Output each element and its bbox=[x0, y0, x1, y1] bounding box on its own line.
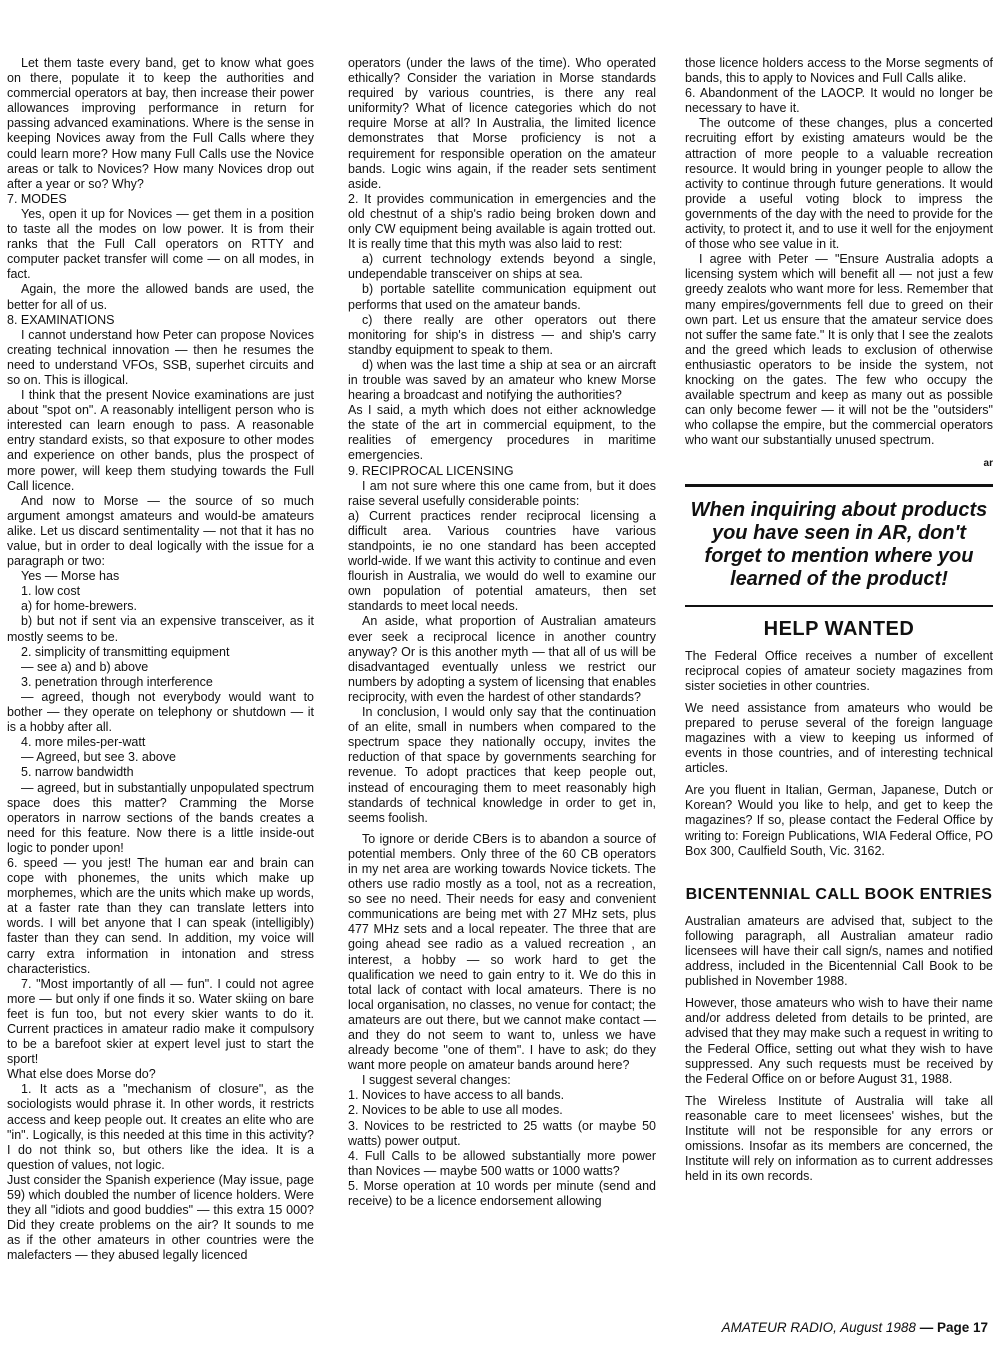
article-paragraph: Let them taste every band, get to know what goes on there, populate it to keep the authorities and commercial operators at bay, then increase their power allowances improving performance in return for passing advanced examinations. Where is the sense in keeping Novices away from the Full Calls where they could learn more? How many Full Calls use the Novice areas or talk to Novices? How many Novices drop out after a year or so? Why? bbox=[7, 56, 314, 191]
article-paragraph: operators (under the laws of the time). Who operated ethically? Consider the variation in Morse standards required by various countries, is there any real uniformity? What of licence categories which do not require Morse at all? In Australia, the limited licence demonstrates that Morse proficiency is not a requirement for responsible operation on the amateur bands. Logic wins again, if the reader sets sentiment aside. bbox=[348, 56, 656, 191]
article-paragraph: Yes, open it up for Novices — get them in a position to taste all the modes on low power. It is from their ranks that the Full Call operators on RTTY and computer packet transfer will come — on all modes, in fact. bbox=[7, 206, 314, 282]
page-number: — Page 17 bbox=[919, 1320, 988, 1335]
column-3 bbox=[685, 56, 993, 1184]
help-paragraph: We need assistance from amateurs who would be prepared to peruse several of the foreign language magazines with a view to keeping us informed of events in those countries, and of interesting technical articles. bbox=[685, 700, 993, 776]
article-paragraph: a) current technology extends beyond a single, undependable transceiver on ships at sea. bbox=[348, 252, 656, 282]
article-paragraph: As I said, a myth which does not either acknowledge the state of the art in commercial equipment, to the realities of emergency procedures in maritime emergencies. bbox=[348, 403, 656, 463]
article-paragraph: I agree with Peter — "Ensure Australia adopts a licensing system which will benefit all — not just a few greedy zealots who want more for less. Remember that many empires/governments fell due to greed on their own part. Let us ensure that the amateur service does not suffer the same fate." It is only that I see the zealots and the greed which leads to exclusion of otherwise enthusiastic operators to be inside the system, not knocking on the gates. The few who occupy the available spectrum and keep as many out as possible can only become fewer — it will not be the "outsiders" who collapse the empire, but the commercial operators who want our substantially unused spectrum. bbox=[685, 252, 993, 448]
article-paragraph: b) but not if sent via an expensive transceiver, as it mostly seems to be. bbox=[7, 614, 314, 644]
article-paragraph: 9. RECIPROCAL LICENSING bbox=[348, 463, 514, 478]
article-paragraph: those licence holders access to the Morse segments of bands, this to apply to Novices and Full Calls alike. bbox=[685, 56, 993, 86]
article-paragraph: b) portable satellite communication equipment out performs that used on the amateur bands. bbox=[348, 282, 656, 312]
article-paragraph: To ignore or deride CBers is to abandon a source of potential members. Only three of the 60 CB operators in my net area are working towards Novice tickets. The others use radio mostly as a tool, not as a recreation, so see no need. Their needs for easy and convenient communications are being met with 27 MHz sets, plus 477 MHz sets and a local repeater. The three that are going ahead see radio as a valued recreation , an interest, a hobby — so work hard to get the qualification we need to gain entry to it. We do this in total lack of contact with local amateurs. There is no local organisation, no classes, no venue for contact; the amateurs are out there, but we cannot make contact — and they do not seem to want to, unless we have already become "one of them". I have to ask; do they want more people on amateur bands around here? bbox=[348, 831, 656, 1073]
article-paragraph: 6. Abandonment of the LAOCP. It would no longer be necessary to have it. bbox=[685, 86, 993, 116]
article-paragraph: 3. Novices to be restricted to 25 watts (or maybe 50 watts) power output. bbox=[348, 1118, 656, 1148]
article-paragraph: 7. "Most importantly of all — fun". I could not agree more — but only if one finds it so. Water skiing on bare feet is fun too, but not every skier wants to do it. Current practices in amateur radio make it compulsory to be a barefoot skier at expert level just to start the sport! bbox=[7, 976, 314, 1067]
article-paragraph: In conclusion, I would only say that the continuation of an elite, small in numbers when compared to the spectrum space they nationally occupy, invites the reduction of that space by governments searching for revenue. To adopt practices that keep people out, instead of encouraging them to meet reasonably high standards of technical knowledge in order to get in, seems foolish. bbox=[348, 705, 656, 825]
article-paragraph: I think that the present Novice examinations are just about "spot on". A reasonably intelligent person who is interested can learn enough to pass. A reasonable entry standard exists, so that exposure to other modes and experience on other bands, plus the prospect of more power, will keep them studying towards the Full Call licence. bbox=[7, 388, 314, 493]
help-paragraph: The Federal Office receives a number of excellent reciprocal copies of amateur society magazines from sister societies in other countries. bbox=[685, 648, 993, 693]
article-paragraph: a) for home-brewers. bbox=[21, 599, 138, 614]
article-paragraph: 2. It provides communication in emergencies and the old chestnut of a ship's radio being broken down and only CW equipment being available is again trotted out. It is really time that this myth was also laid to rest: bbox=[348, 191, 656, 252]
page-footer bbox=[722, 1320, 988, 1335]
column-2 bbox=[348, 56, 656, 1209]
article-paragraph: I cannot understand how Peter can propose Novices creating technical innovation — then he resumes the need to understand VFOs, SSB, superhet circuits and so on. This is illogical. bbox=[7, 327, 314, 387]
article-paragraph: d) when was the last time a ship at sea or an aircraft in trouble was saved by an amateur who knew Morse hearing a broadcast and notifying the authorities? bbox=[348, 357, 656, 403]
promo-notice: When inquiring about products you have seen in AR, don't forget to mention where you learned of the product! bbox=[690, 498, 988, 590]
article-paragraph: 1. It acts as a "mechanism of closure", as the sociologists would phrase it. In other words, it restricts access and keep people out. It creates an elite who are "in". Logically, is this needed at this time in this activity? I do not think so, but others like the idea. It is a question of values, not logic. bbox=[7, 1082, 314, 1172]
article-paragraph: c) there really are other operators out there monitoring for ship's in distress — and ship's carry standby equipment to speak to them. bbox=[348, 312, 656, 357]
article-paragraph: An aside, what proportion of Australian amateurs ever seek a reciprocal licence in another country anyway? Or is this another myth — that all of us will be disadvantaged eventually unless we restrict our numbers by adopting a system of licensing that enables reciprocity, with even the hardest of other standards? bbox=[348, 614, 656, 704]
bicentennial-paragraph: However, those amateurs who wish to have their name and/or address deleted from details to be printed, are advised that they may make such a request in writing to the Federal Office, setting out what they wish to have suppressed. Any such requests must be received by the Federal Office on or before August 31, 1988. bbox=[685, 996, 993, 1086]
bicentennial-title: BICENTENNIAL CALL BOOK ENTRIES bbox=[685, 885, 993, 903]
end-mark: ar bbox=[983, 458, 993, 470]
article-paragraph: — agreed, though not everybody would want to bother — they operate on telephony or shutdown — it is a hobby after all. bbox=[7, 689, 314, 735]
article-paragraph: 1. low cost bbox=[21, 584, 81, 599]
help-paragraph: Are you fluent in Italian, German, Japanese, Dutch or Korean? Would you like to help, and get to keep the magazines? If so, please contact the Federal Office by writing to: Foreign Publications, WIA Federal Office, PO Box 300, Caulfield South, Vic. 3162. bbox=[685, 783, 993, 858]
article-paragraph: 2. simplicity of transmitting equipment bbox=[21, 644, 230, 659]
article-paragraph: a) Current practices render reciprocal licensing a difficult area. Various countries have various standpoints, ie no one standard has been accepted world-wide. If we want this activity to continue and even flourish in Australia, we would do well to examine our own population of potential amateurs, then set standards to meet local needs. bbox=[348, 508, 656, 614]
article-paragraph: Again, the more the allowed bands are used, the better for all of us. bbox=[7, 282, 314, 312]
article-paragraph: And now to Morse — the source of so much argument amongst amateurs and would-be amateurs alike. Let us discard sentimentality — not that it has no value, but in order to deal logically with the issue for a paragraph or two: bbox=[7, 493, 314, 569]
publication-name: AMATEUR RADIO, bbox=[721, 1320, 837, 1335]
article-paragraph: 6. speed — you jest! The human ear and brain can cope with phonemes, the units which make up morphemes, which are the units which make up words, at a faster rate than they can translate letters into words. I will bet anyone that I can speak (intelligibly) faster than they can send. In addition, my voice will carry extra information in intonation and stress characteristics. bbox=[7, 855, 314, 976]
article-paragraph: The outcome of these changes, plus a concerted recruiting effort by existing amateurs would be the attraction of more people to a valuable recreation resource. It would bring in younger people to allow the activity to continue through future generations. It would provide a useful voting block to impress the governments of the day with the need to provide for the activity, to protect it, and to use it well for the enjoyment of those who see value in it. bbox=[685, 116, 993, 252]
article-paragraph: 5. narrow bandwidth bbox=[21, 765, 134, 780]
article-paragraph: 7. MODES bbox=[7, 191, 67, 206]
article-paragraph: Just consider the Spanish experience (May issue, page 59) which doubled the number of licence holders. Were they all "idiots and good buddies" — this extra 15 000? Did they create problems on the air? It sounds to me as if the other amateurs in other countries were the malefacters — they abused legally licenced bbox=[7, 1172, 314, 1263]
article-paragraph: — Agreed, but see 3. above bbox=[21, 750, 176, 765]
help-wanted-title: HELP WANTED bbox=[763, 617, 915, 640]
article-paragraph: What else does Morse do? bbox=[7, 1067, 156, 1082]
article-paragraph: 8. EXAMINATIONS bbox=[7, 312, 115, 327]
article-paragraph: 2. Novices to be able to use all modes. bbox=[348, 1103, 563, 1118]
help-wanted-body bbox=[685, 649, 993, 859]
column-1 bbox=[7, 56, 314, 1264]
divider bbox=[685, 605, 993, 607]
article-paragraph: — agreed, but in substantially unpopulated spectrum space does this matter? Cramming the Morse operators in narrow sections of the bands creates a need for this feature. Now there is a little inside-out logic to ponder upon! bbox=[7, 780, 314, 855]
divider bbox=[685, 484, 993, 487]
article-conclusion bbox=[685, 56, 993, 448]
bicentennial-body bbox=[685, 914, 993, 1185]
bicentennial-paragraph: Australian amateurs are advised that, subject to the following paragraph, all Australian amateur radio licensees will have their call sign/s, names and notified address, included in the Bicentennial Call Book to be published in November 1988. bbox=[685, 913, 993, 989]
bicentennial-paragraph: The Wireless Institute of Australia will take all reasonable care to meet licensees' wishes, but the Institute will not be responsible for any errors or omissions. Insofar as its members are concerned, the Institute will rely on information as to current addresses held in its own records. bbox=[685, 1093, 993, 1184]
article-paragraph: I suggest several changes: bbox=[362, 1073, 511, 1088]
article-paragraph: — see a) and b) above bbox=[21, 659, 149, 674]
article-paragraph: 1. Novices to have access to all bands. bbox=[348, 1088, 565, 1103]
article-paragraph: 4. Full Calls to be allowed substantially more power than Novices — maybe 500 watts or 1000 watts? bbox=[348, 1148, 656, 1178]
article-paragraph: Yes — Morse has bbox=[21, 569, 120, 584]
article-paragraph: I am not sure where this one came from, but it does raise several usefully considerable points: bbox=[348, 478, 656, 508]
article-paragraph: 3. penetration through interference bbox=[21, 674, 213, 689]
issue-date: August 1988 bbox=[840, 1320, 916, 1335]
article-paragraph: 5. Morse operation at 10 words per minute (send and receive) to be a licence endorsement allowing bbox=[348, 1178, 656, 1209]
article-paragraph: 4. more miles-per-watt bbox=[21, 735, 146, 750]
